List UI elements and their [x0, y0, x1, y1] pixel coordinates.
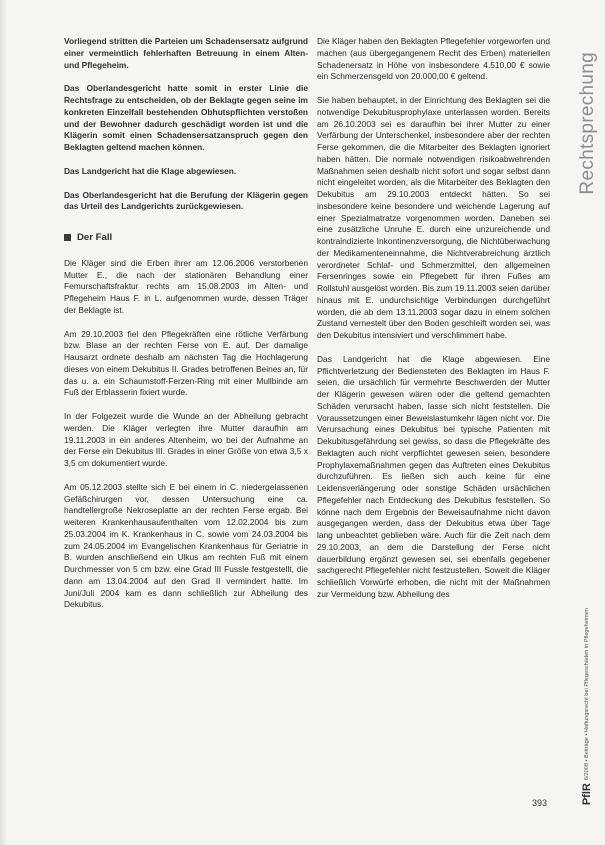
summary-paragraph: Das Oberlandesgericht hat die Berufung der Klägerin gegen das Urteil des Landgerichts zurückgewiesen.: [64, 189, 308, 212]
summary-paragraph: Vorliegend stritten die Parteien um Schadensersatz aufgrund einer vermeintlich fehlerhaften Betreuung in einem Alten- und Pflegeheim.: [64, 36, 308, 70]
body-paragraph: Die Kläger haben den Beklagten Pflegefehler vorgeworfen und machen (aus übergegangenem Recht des Erben) materiellen Schadenersatz in Höhe von insbesondere 4.510,00 € sowie ein Schmerzensgeld von 20.000,00 € geltend.: [317, 36, 550, 82]
section-title-vertical: Rechtsprechung: [577, 52, 598, 195]
summary-paragraph: Das Landgericht hat die Klage abgewiesen.: [64, 165, 237, 176]
journal-footer-text: 6/2008 • Beiträge • Haftungsrecht bei Pflegeschäden in Pflegeheimen: [584, 607, 590, 780]
summary-paragraph: Das Oberlandesgericht hatte somit in erster Linie die Rechtsfrage zu entscheiden, ob der Beklagte gegen seine im konkreten Einzelfall bestehenden Obhutspflichten verstoßen und der Bewohner dadurch geschädigt worden ist und die Klägerin somit einen Schadensersatzanspruch gegen den Beklagten geltend machen können.: [64, 83, 308, 152]
body-paragraph: In der Folgezeit wurde die Wunde an der Abheilung gebracht werden. Die Kläger verlegten ihre Mutter daraufhin am 19.11.2003 in ein anderes Altenheim, wo bei der Aufnahme an der Ferse ein Dekubitus III. Grades in einer Größe von etwa 3,5 x 3,5 cm dokumentiert wurde.: [64, 411, 308, 468]
section-heading-label: Der Fall: [77, 232, 113, 243]
body-paragraph: Die Kläger sind die Erben ihrer am 12.06.2006 verstorbenen Mutter E., die nach der stationären Behandlung einer Femurschaftsfraktur rechts am 15.08.2003 im Alten- und Pflegeheim Haus F. in L. aufgenommen wurde, dessen Träger der Beklagte ist.: [64, 257, 308, 315]
bullet-square-icon: [64, 234, 71, 241]
body-paragraph: Sie haben behauptet, in der Einrichtung des Beklagten sei die notwendige Dekubitusprophylaxe unterlassen worden. Bereits am 26.10.2003 sei es daraufhin bei ihrer Mutter zu einer Verfärbung der Unterschenkel, insbesondere aber der rechten Ferse gekommen, die die Mitarbeiter des Beklagten ignoriert haben hätten. Die normale notwendigen risikoabwehrenden Maßnahmen seien deshalb nicht sofort und sogar selbst dann nicht eingeleitet worden, als die Mitarbeiter des Beklagten den Dekubitus am 29.10.2003 entdeckt hätten. So sei insbesondere keine besondere und weichende Lagerung auf einer Spezialmatratze vorgenommen worden. Daneben sei eine zusätzliche Unruhe E. durch eine unzureichende und kontraindizierte Inkontinenzversorgung, die Nichtüberwachung der Medikamenteneinnahme, die Nichtverabreichung ärztlich verordneter Schlaf- und Schmerzmittel, den allgemeinen Fersenringes sowie ein Pflegebett für ihren Fußes am Rollstuhl ausgelöst worden. Bis zum 19.11.2003 seien darüber hinaus mit E. undurchsichtige Verbindungen durchgeführt worden, die ab dem 13.11.2003 sogar dazu in einem solchen Zustand vernestelt über den Boden geschleift worden sei, was den Dekubitus intensiviert und verschlimmert habe.: [317, 95, 550, 340]
body-paragraph: Am 29.10.2003 fiel den Pflegekräften eine rötliche Verfärbung bzw. Blase an der rechten Ferse von E. auf. Der damalige Hausarzt ordnete deshalb am nächsten Tag die Hochlagerung dieses von einem Dekubitus II. Grades betroffenen Beines an, für das u. a. ein Schaumstoff-Ferzen-Ring mit einer Mullbinde am Fuß der Erblasserin fixiert wurde.: [64, 328, 308, 398]
right-column: [317, 36, 550, 613]
left-column: [64, 36, 308, 623]
journal-footer: [581, 608, 593, 805]
body-paragraph: Das Landgericht hat die Klage abgewiesen. Eine Pflichtverletzung der Bediensteten des Beklagten im Haus F. seien, die ursächlich für vermehrte Beschwerden der Mutter der Klägerin gewesen wären oder die geltend gemachten Schäden verursacht haben, lasse sich nicht feststellen. Die Voraussetzungen einer Beweislastumkehr lägen nicht vor. Die Verursachung eines Dekubitus bei typische Patienten mit Dekubitusgefährdung sei gewiss, so dass die Pflegekräfte des Beklagten auch nicht verpflichtet gewesen seien, besondere Prophylaxemaßnahmen gegen das Auftreten eines Dekubitus durchzuführen. Es ließen sich auch keine für eine Leidensverlängerung oder sonstige Schäden ursächlichen Pflegefehler nach Entdeckung des Dekubitus feststellen. So könne nach dem Ergebnis der Beweisaufnahme nicht davon ausgegangen werden, dass der Dekubitus etwa über Tage lang unbeachtet geblieben wäre. Auch für die Zeit nach dem 29.10.2003, an dem die Darstellung der Ferse nicht dauerbildung ergänzt gewesen sei, sei ebenfalls gegebener sachgerecht Pflegefehler nicht festzustellen. Soweit die Kläger schließlich Vorwürfe erhoben, die nicht mit der Maßnahmen zur Vermeidung bzw. Abheilung des: [317, 353, 550, 599]
section-heading: [64, 232, 308, 244]
body-paragraph: Am 05.12.2003 stellte sich E bei einem in C. niedergelassenen Gefäßchirurgen vor, dessen Untersuchung eine ca. handtellergroße Nekroseplatte an der rechten Ferse ergab. Bei weiteren Krankenhausaufenthalten vom 12.02.2004 bis zum 25.03.2004 im K. Krankenhaus in C. sowie vom 24.03.2004 bis zum 24.05.2004 im Evangelischen Krankenhaus für Geriatrie in B. wurden anschließend ein Ulkus am rechten Fuß mit einem Durchmesser von 5 cm bzw. eine Grad III Fussle festgestellt, die dann am 13.04.2004 auf den Grad II vermindert hatte. Im Juni/Juli 2004 kam es dann schließlich zur Abheilung des Dekubitus.: [64, 481, 308, 610]
page-number: 393: [532, 798, 548, 808]
page-binding-shadow: [0, 0, 8, 845]
journal-logo: PflR: [581, 783, 593, 805]
